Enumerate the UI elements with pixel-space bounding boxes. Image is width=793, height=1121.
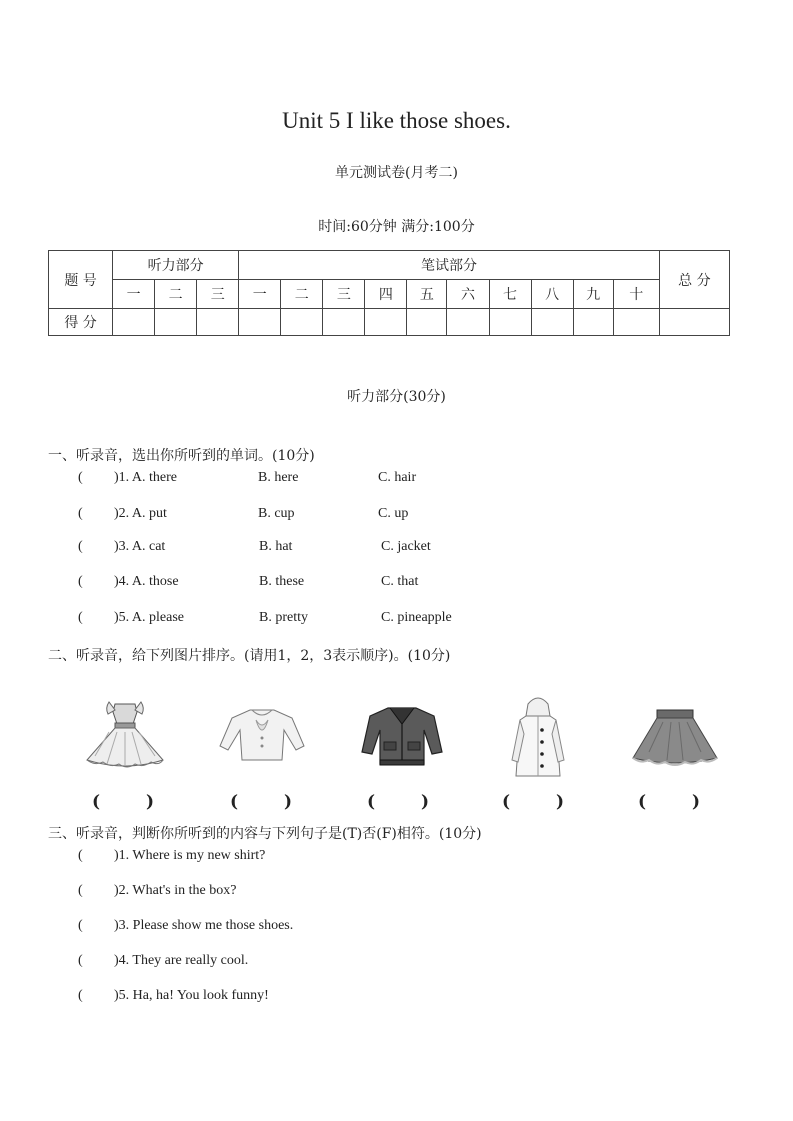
writing-col-5: 五 xyxy=(407,280,447,309)
answer-paren[interactable]: ( xyxy=(78,953,83,968)
score-cell[interactable] xyxy=(281,309,323,336)
sentence: )4. They are really cool. xyxy=(114,953,249,968)
part3-item xyxy=(78,883,778,903)
score-cell[interactable] xyxy=(197,309,239,336)
score-cell[interactable] xyxy=(323,309,365,336)
sentence: )3. Please show me those shoes. xyxy=(114,918,294,933)
option-c: C. pineapple xyxy=(381,610,452,625)
part3-item xyxy=(78,953,778,973)
writing-col-1: 一 xyxy=(239,280,281,309)
option-c: C. that xyxy=(381,574,419,589)
paren-open: ( xyxy=(92,792,101,812)
sentence: )1. Where is my new shirt? xyxy=(114,848,266,863)
time-info: 时间:60分钟 满分:100分 xyxy=(318,219,475,235)
answer-paren[interactable]: ( xyxy=(78,988,83,1003)
score-cell[interactable] xyxy=(113,309,155,336)
writing-col-7: 七 xyxy=(489,280,531,309)
option-c: C. hair xyxy=(378,470,417,485)
part3-item xyxy=(78,988,778,1008)
paren-open: ( xyxy=(502,792,511,812)
answer-paren[interactable]: ( xyxy=(78,883,83,898)
writing-col-3: 三 xyxy=(323,280,365,309)
paren-open: ( xyxy=(230,792,239,812)
score-cell[interactable] xyxy=(531,309,573,336)
paren-close: ) xyxy=(421,792,430,812)
answer-paren[interactable]: ( xyxy=(78,506,83,521)
listening-col-3: 三 xyxy=(197,280,239,309)
part3-title: 三、听录音，判断你所听到的内容与下列句子是(T)否(F)相符。(10分) xyxy=(48,826,482,842)
total-label: 总 分 xyxy=(659,251,729,309)
listening-label: 听力部分 xyxy=(113,251,239,280)
option-a: )5. A. please xyxy=(114,610,184,625)
score-cell[interactable] xyxy=(489,309,531,336)
score-cell[interactable] xyxy=(447,309,489,336)
part2-title: 二、听录音，给下列图片排序。(请用1，2，3表示顺序)。(10分) xyxy=(48,648,451,664)
part3-item xyxy=(78,848,778,868)
blouse-icon xyxy=(212,690,312,780)
listening-heading: 听力部分(30分) xyxy=(347,389,446,405)
page-subtitle: 单元测试卷(月考二) xyxy=(335,165,458,181)
jacket-icon xyxy=(352,690,452,780)
option-c: C. jacket xyxy=(381,539,431,554)
paren-open: ( xyxy=(638,792,647,812)
writing-col-2: 二 xyxy=(281,280,323,309)
listening-col-1: 一 xyxy=(113,280,155,309)
part1-item xyxy=(78,610,778,630)
writing-col-6: 六 xyxy=(447,280,489,309)
paren-close: ) xyxy=(284,792,293,812)
paren-open: ( xyxy=(367,792,376,812)
answer-paren[interactable]: ( xyxy=(78,848,83,863)
score-cell[interactable] xyxy=(365,309,407,336)
option-c: C. up xyxy=(378,506,409,521)
option-b: B. pretty xyxy=(259,610,308,625)
option-a: )2. A. put xyxy=(114,506,167,521)
answer-paren[interactable]: ( xyxy=(78,470,83,485)
part1-item xyxy=(78,539,778,559)
sentence: )2. What's in the box? xyxy=(114,883,237,898)
score-table xyxy=(48,250,730,336)
listening-col-2: 二 xyxy=(155,280,197,309)
col-label: 题 号 xyxy=(49,251,113,309)
option-b: B. here xyxy=(258,470,299,485)
score-cell[interactable] xyxy=(239,309,281,336)
answer-paren[interactable]: ( xyxy=(78,574,83,589)
part1-title: 一、听录音，选出你所听到的单词。(10分) xyxy=(48,448,315,464)
writing-col-10: 十 xyxy=(613,280,659,309)
score-cell[interactable] xyxy=(573,309,613,336)
answer-paren[interactable]: ( xyxy=(78,539,83,554)
part1-item xyxy=(78,506,778,526)
option-b: B. cup xyxy=(258,506,295,521)
answer-paren[interactable]: ( xyxy=(78,918,83,933)
part1-item xyxy=(78,470,778,490)
writing-col-9: 九 xyxy=(573,280,613,309)
raincoat-icon xyxy=(488,690,588,780)
paren-close: ) xyxy=(146,792,155,812)
total-score-cell[interactable] xyxy=(659,309,729,336)
paren-close: ) xyxy=(556,792,565,812)
skirt-icon xyxy=(625,690,725,780)
answer-paren[interactable]: ( xyxy=(78,610,83,625)
option-a: )4. A. those xyxy=(114,574,179,589)
row-label: 得 分 xyxy=(49,309,113,336)
score-cell[interactable] xyxy=(613,309,659,336)
writing-col-4: 四 xyxy=(365,280,407,309)
sentence: )5. Ha, ha! You look funny! xyxy=(114,988,269,1003)
part3-item xyxy=(78,918,778,938)
score-cell[interactable] xyxy=(407,309,447,336)
paren-close: ) xyxy=(692,792,701,812)
page-title: Unit 5 I like those shoes. xyxy=(282,108,511,133)
option-a: )1. A. there xyxy=(114,470,177,485)
option-a: )3. A. cat xyxy=(114,539,166,554)
option-b: B. hat xyxy=(259,539,293,554)
dress-icon xyxy=(75,690,175,780)
writing-col-8: 八 xyxy=(531,280,573,309)
score-cell[interactable] xyxy=(155,309,197,336)
writing-label: 笔试部分 xyxy=(239,251,660,280)
option-b: B. these xyxy=(259,574,305,589)
part1-item xyxy=(78,574,778,594)
